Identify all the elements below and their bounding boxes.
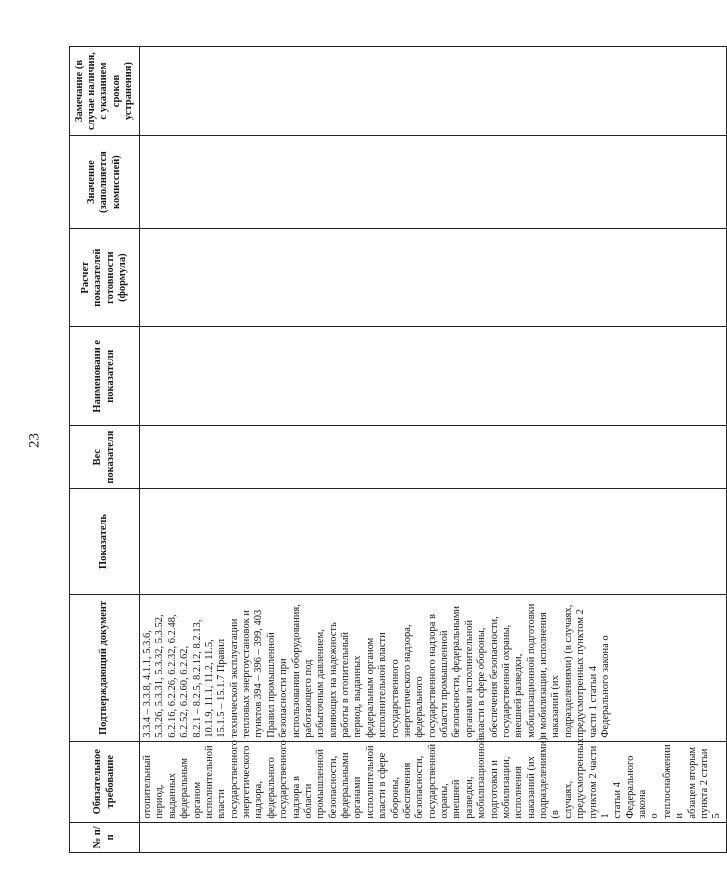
readiness-table [69, 46, 727, 853]
table-header-row [70, 47, 140, 853]
cell-num [140, 822, 727, 852]
header-note: Замечание (в случае наличия, с указанием сроков устранения) [70, 47, 140, 136]
cell-calculation [140, 229, 727, 327]
cell-document: 3.3.4 – 3.3.8, 4.1.1, 5.3.6, 5.3.26, 5.3.31, 5.3.32, 5.3.52, 6.2.16, 6.2.26, 6.2.32, 6.2.48, 6.2.52, 6.2.60, 6.2.62, 8.2.1 – 8.2.5, 8.2.12, 8.2.13, 10.1.9, 11.1, 11.2, 11.5, 15.1.5 – 15.1.7 Правил технической эксплуатации тепловых энергоустановок и пунктов 394 – 396 – 399, 403 Правил промышленной безопасности при использовании оборудования, работающего под избыточным давлением, влияющих на надежность работы в отопительный период, выданных федеральным органом исполнительной власти государственного энергетического надзора, федерального государственного надзора в области промышленной безопасности, федеральными органами исполнительной власти в сфере обороны, обеспечения безопасности, государственной охраны, внешней разведки, мобилизационной подготовки и мобилизации, исполнения наказаний (их подразделениями) (в случаях, предусмотренных пунктом 2 части 1 статьи 4 Федерального закона о [140, 595, 727, 742]
rotated-table-container [69, 46, 723, 853]
document-table-frame [69, 46, 723, 853]
page-number: 23 [26, 433, 43, 448]
cell-indicator [140, 488, 727, 594]
cell-weight [140, 426, 727, 489]
header-document: Подтверждающий документ [70, 595, 140, 742]
cell-note [140, 47, 727, 136]
table-row [140, 47, 727, 853]
cell-name [140, 327, 727, 426]
cell-requirement: отопительный период, выданных федеральным органом исполнительной власти государственного энергетического надзора, федерального государственного надзора в области промышленной безопасности, федеральными органами исполнительной власти в сфере обороны, обеспечения безопасности, государственной охраны, внешней разведки, мобилизационной подготовки и мобилизации, исполнения наказаний (их подразделениями) (в случаях, предусмотренных пунктом 2 части 1 статьи 4 Федерального закона о теплоснабжении и абзацем вторым пункта 2 статьи 5 [140, 741, 727, 822]
header-num: № п/п [70, 822, 140, 852]
header-value: Значение (заполняется комиссией) [70, 136, 140, 229]
header-weight: Вес показателя [70, 426, 140, 489]
header-indicator: Показатель [70, 488, 140, 594]
header-calculation: Расчет показателей готовности (формула) [70, 229, 140, 327]
header-name: Наименовани е показателя [70, 327, 140, 426]
header-requirement: Обязательное требование [70, 741, 140, 822]
cell-value [140, 136, 727, 229]
